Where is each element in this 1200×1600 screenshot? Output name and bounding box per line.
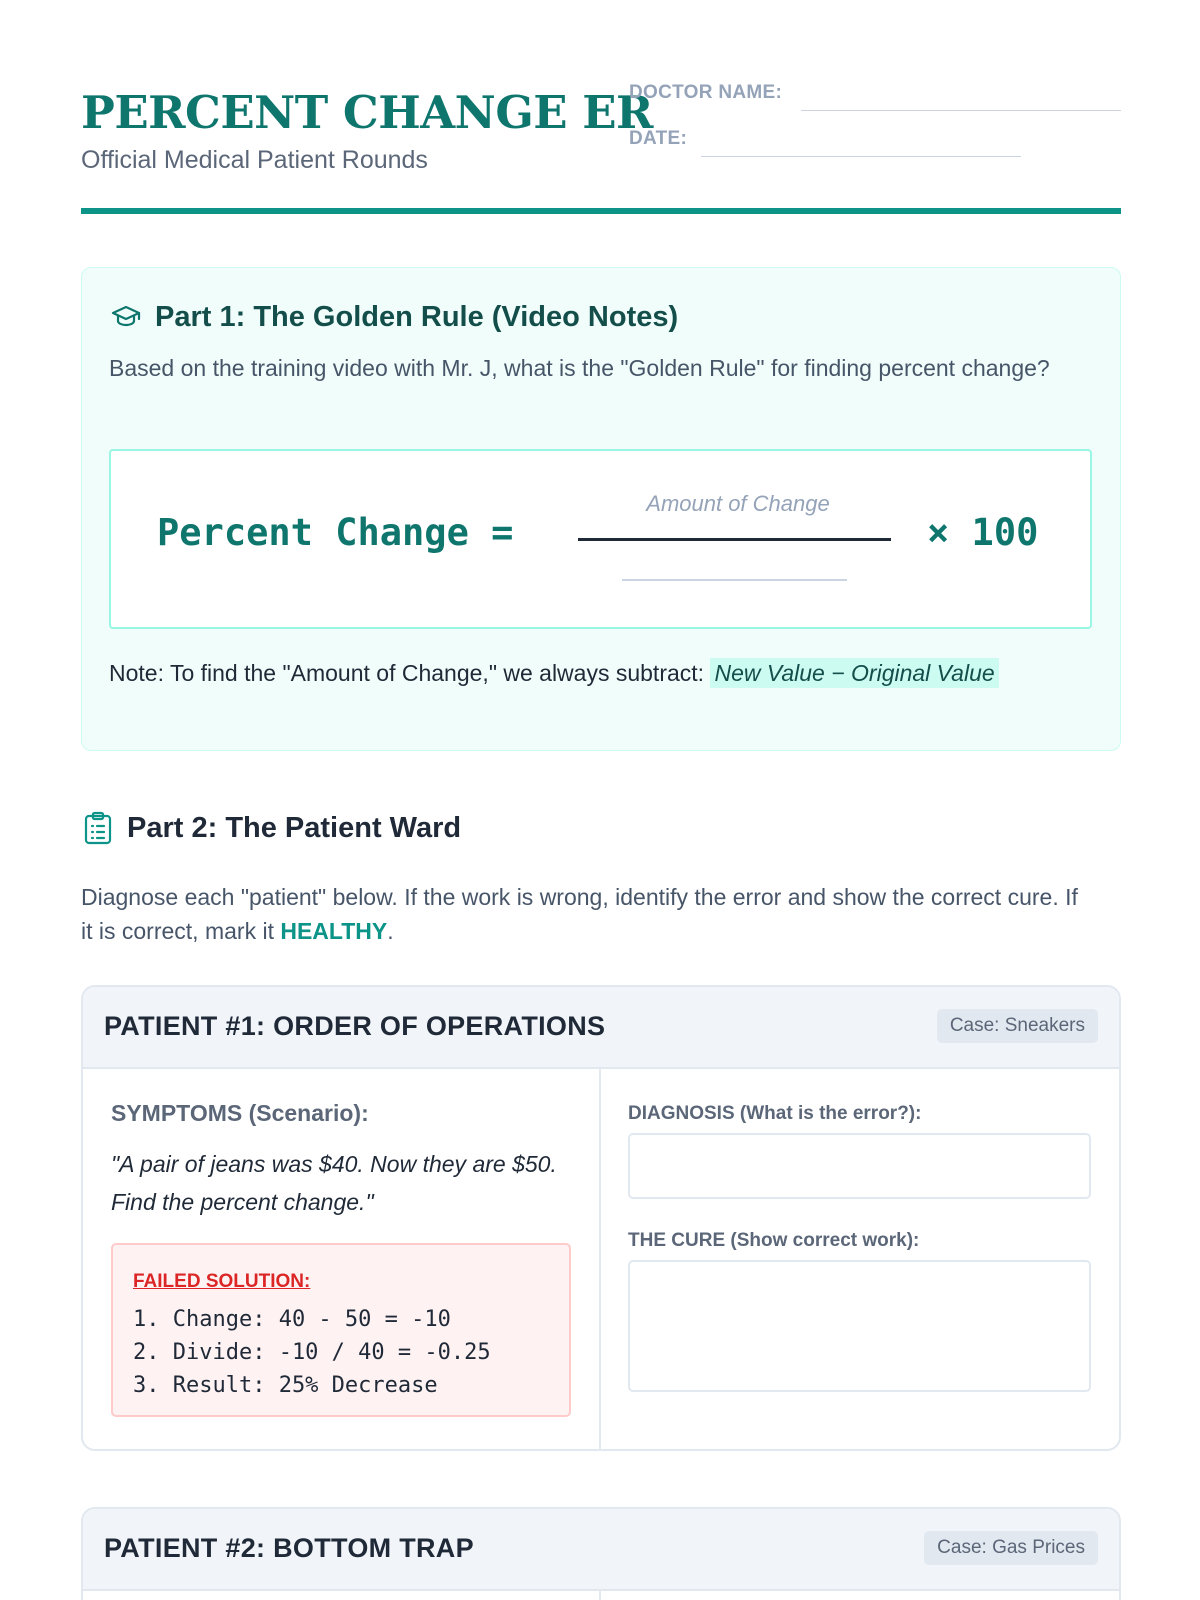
formula-multiplier: × 100 — [927, 511, 1039, 554]
part2-instructions — [81, 880, 1091, 948]
diagnosis-input[interactable] — [628, 1133, 1091, 1199]
formula-left: Percent Change = — [157, 511, 514, 554]
formula-numerator: Amount of Change — [646, 491, 830, 516]
case-badge: Case: Gas Prices — [924, 1531, 1098, 1565]
column-divider — [599, 1069, 601, 1449]
patient-title: PATIENT #2: BOTTOM TRAP — [104, 1533, 474, 1563]
diagnosis-label: DIAGNOSIS (What is the error?): — [628, 1103, 922, 1124]
worksheet-header — [81, 0, 1121, 214]
date-label: DATE: — [629, 128, 688, 149]
page-subtitle: Official Medical Patient Rounds — [81, 146, 428, 174]
doctor-name-field[interactable] — [801, 110, 1121, 111]
patient-card-1 — [81, 985, 1121, 1451]
denominator-blank[interactable] — [622, 579, 847, 581]
note-prefix: Note: To find the "Amount of Change," we always subtract: — [109, 660, 711, 686]
failed-step: 2. Divide: -10 / 40 = -0.25 — [133, 1340, 491, 1365]
patient-header — [83, 987, 1119, 1069]
scenario-text: "A pair of jeans was $40. Now they are $50. Find the percent change." — [111, 1151, 557, 1215]
case-badge: Case: Sneakers — [937, 1009, 1098, 1043]
note-highlight: New Value − Original Value — [710, 658, 998, 688]
patient-card-2 — [81, 1507, 1121, 1600]
graduation-cap-icon — [109, 300, 143, 334]
part1-title-text: Part 1: The Golden Rule (Video Notes) — [155, 300, 679, 333]
healthy-keyword: HEALTHY — [280, 918, 388, 944]
column-divider — [599, 1591, 601, 1600]
fraction-bar — [578, 538, 891, 541]
part1-title — [109, 300, 678, 334]
instructions-end: . — [387, 918, 394, 944]
part1-question: Based on the training video with Mr. J, what is the "Golden Rule" for finding percent change? — [109, 355, 1050, 381]
patient-header — [83, 1509, 1119, 1591]
clipboard-icon — [81, 811, 115, 845]
patient-title: PATIENT #1: ORDER OF OPERATIONS — [104, 1011, 606, 1041]
formula-box — [109, 449, 1092, 629]
failed-solution-label: FAILED SOLUTION: — [133, 1271, 311, 1292]
page-title: PERCENT CHANGE ER — [81, 86, 653, 139]
failed-step: 1. Change: 40 - 50 = -10 — [133, 1307, 451, 1332]
worksheet-page — [81, 0, 1121, 1563]
part2-title-text: Part 2: The Patient Ward — [127, 811, 462, 844]
header-divider — [81, 208, 1121, 214]
failed-step: 3. Result: 25% Decrease — [133, 1373, 438, 1398]
doctor-name-label: DOCTOR NAME: — [629, 82, 783, 103]
symptoms-label: SYMPTOMS (Scenario): — [111, 1100, 369, 1126]
failed-solution-box — [111, 1243, 571, 1417]
date-field[interactable] — [701, 156, 1021, 157]
cure-input[interactable] — [628, 1260, 1091, 1392]
part2-title — [81, 811, 461, 845]
part1-note — [109, 656, 1089, 690]
instructions-text: Diagnose each "patient" below. If the work is wrong, identify the error and show the correct cure. If it is correct, mark it — [81, 884, 1078, 944]
failed-solution-steps — [133, 1303, 491, 1402]
cure-label: THE CURE (Show correct work): — [628, 1230, 920, 1251]
